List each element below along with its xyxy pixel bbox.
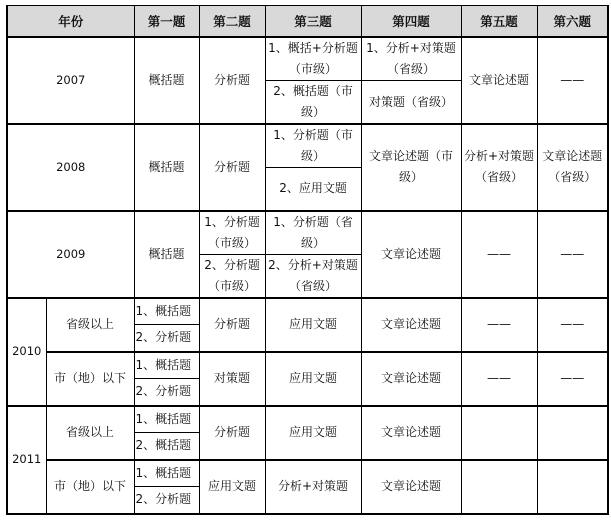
q4-cell: 文章论述题	[361, 460, 461, 514]
header-q5: 第五题	[461, 6, 537, 38]
q6-cell	[537, 406, 608, 460]
q4-part-b: 对策题（省级）	[361, 81, 461, 125]
q3-cell: 应用文题	[265, 406, 361, 460]
q1-cell: 概括题	[134, 37, 199, 124]
q6-cell: ——	[537, 211, 608, 298]
q1-part-a: 1、概括题	[134, 406, 199, 433]
table-row	[7, 460, 608, 487]
year-cell: 2008	[7, 124, 134, 211]
q1-part-b: 2、分析题	[134, 379, 199, 406]
q3-cell: 分析+对策题	[265, 460, 361, 514]
q5-cell	[461, 460, 537, 514]
q1-part-a: 1、概括题	[134, 298, 199, 325]
table-row	[7, 406, 608, 433]
table-row	[7, 124, 608, 168]
q5-cell	[461, 406, 537, 460]
q1-cell: 概括题	[134, 211, 199, 298]
year-cell: 2011	[7, 406, 46, 514]
q1-part-b: 2、分析题	[134, 487, 199, 514]
table-row	[7, 211, 608, 255]
q4-cell: 文章论述题	[361, 211, 461, 298]
q5-cell: 文章论述题	[461, 37, 537, 124]
level-cell: 省级以上	[46, 298, 134, 352]
q2-cell: 分析题	[199, 37, 265, 124]
q2-part-a: 1、分析题（市级）	[199, 211, 265, 255]
table-row	[7, 298, 608, 325]
q3-cell: 应用文题	[265, 352, 361, 406]
exam-table-wrapper	[6, 5, 609, 515]
q3-part-a: 1、分析题（省级）	[265, 211, 361, 255]
q3-part-b: 2、分析+对策题（省级）	[265, 254, 361, 298]
level-cell: 市（地）以下	[46, 352, 134, 406]
q2-cell: 分析题	[199, 406, 265, 460]
q4-cell: 文章论述题	[361, 406, 461, 460]
q2-cell: 对策题	[199, 352, 265, 406]
q5-cell: ——	[461, 352, 537, 406]
q5-cell: ——	[461, 298, 537, 352]
q6-cell: ——	[537, 298, 608, 352]
q6-cell: 文章论述题（省级）	[537, 124, 608, 211]
q2-cell: 应用文题	[199, 460, 265, 514]
q3-part-a: 1、分析题（市级）	[265, 124, 361, 168]
q3-part-b: 2、应用文题	[265, 168, 361, 211]
q1-part-a: 1、概括题	[134, 460, 199, 487]
table-row	[7, 352, 608, 379]
header-q2: 第二题	[199, 6, 265, 38]
header-q4: 第四题	[361, 6, 461, 38]
year-cell: 2007	[7, 37, 134, 124]
table-row	[7, 37, 608, 81]
q3-part-a: 1、概括+分析题（市级）	[265, 37, 361, 81]
q4-part-a: 1、分析+对策题（省级）	[361, 37, 461, 81]
q2-part-b: 2、分析题（市级）	[199, 254, 265, 298]
level-cell: 市（地）以下	[46, 460, 134, 514]
year-cell: 2010	[7, 298, 46, 406]
q1-cell: 概括题	[134, 124, 199, 211]
header-row	[7, 6, 608, 38]
q5-cell: 分析+对策题（省级）	[461, 124, 537, 211]
q3-part-b: 2、概括题（市级）	[265, 81, 361, 125]
header-q1: 第一题	[134, 6, 199, 38]
q6-cell	[537, 460, 608, 514]
q1-part-b: 2、分析题	[134, 325, 199, 352]
year-cell: 2009	[7, 211, 134, 298]
header-q3: 第三题	[265, 6, 361, 38]
q1-part-b: 2、概括题	[134, 433, 199, 460]
q2-cell: 分析题	[199, 124, 265, 211]
exam-question-table	[6, 5, 609, 515]
q4-cell: 文章论述题	[361, 352, 461, 406]
q5-cell: ——	[461, 211, 537, 298]
header-q6: 第六题	[537, 6, 608, 38]
q6-cell: ——	[537, 37, 608, 124]
q1-part-a: 1、概括题	[134, 352, 199, 379]
q3-cell: 应用文题	[265, 298, 361, 352]
q6-cell: ——	[537, 352, 608, 406]
q2-cell: 分析题	[199, 298, 265, 352]
level-cell: 省级以上	[46, 406, 134, 460]
q4-cell: 文章论述题	[361, 298, 461, 352]
q4-cell: 文章论述题（市级）	[361, 124, 461, 211]
header-year: 年份	[7, 6, 134, 38]
